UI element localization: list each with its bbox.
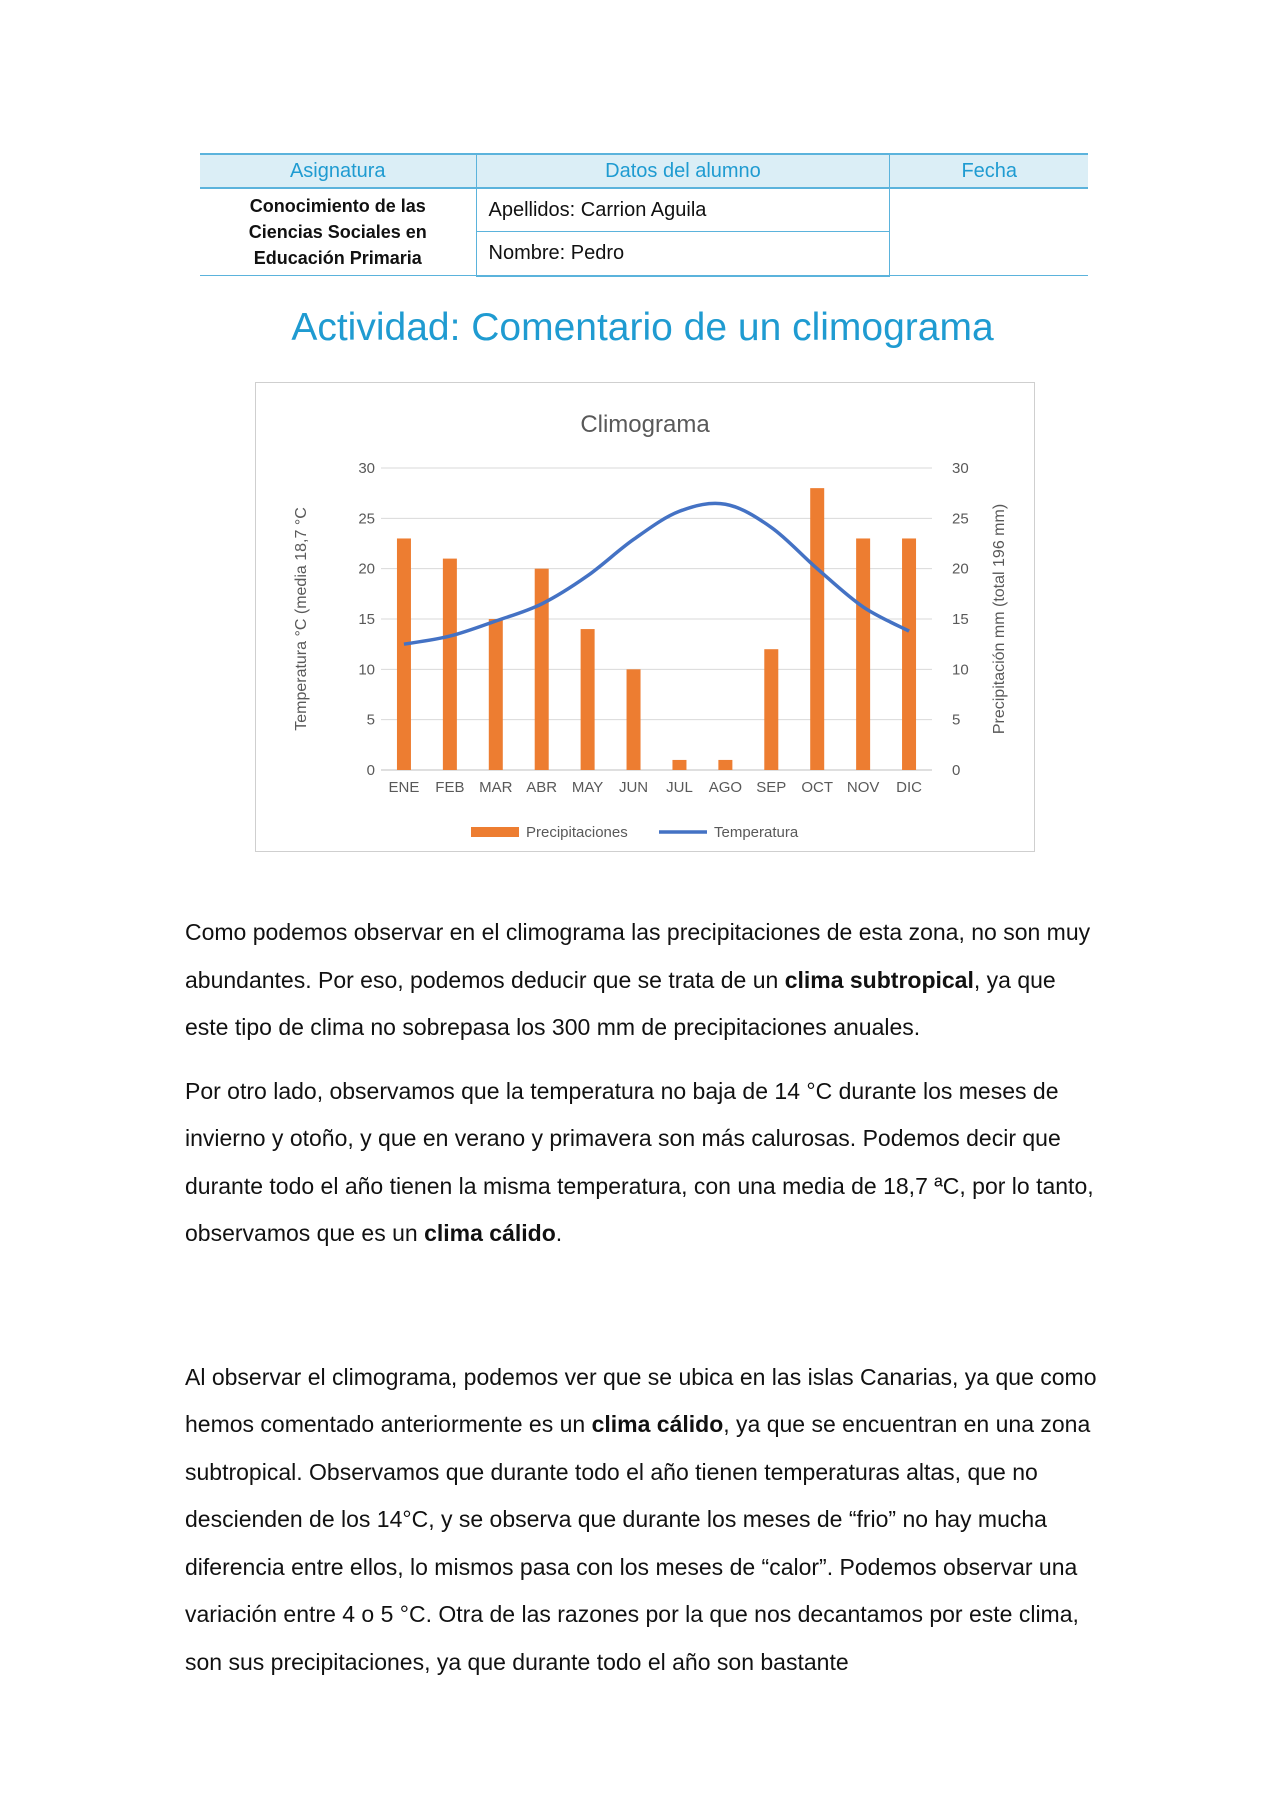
- subject-line: Educación Primaria: [253, 248, 422, 268]
- precip-bar: [489, 619, 503, 770]
- x-tick-label: JUN: [618, 779, 649, 796]
- x-tick-label: ENE: [388, 779, 420, 796]
- chart-svg: [256, 383, 1034, 851]
- y2-tick-label: 30: [952, 460, 969, 477]
- x-tick-label: MAY: [571, 779, 604, 796]
- temperature-line: [404, 503, 909, 644]
- bold-text: clima cálido: [424, 1220, 556, 1246]
- date-cell: [890, 188, 1088, 276]
- y-axis-label: Temperatura °C (media 18,7 °C: [293, 507, 310, 731]
- precip-bar: [627, 669, 641, 770]
- precip-bar: [856, 538, 870, 770]
- y-tick-label: 30: [358, 460, 375, 477]
- text-run: Por otro lado, observamos que la temperatura no baja de 14 °C durante los meses de invierno y otoño, y que en verano y primavera son más calurosas. Podemos decir que durante todo el año tienen la misma temperatura, con una media de 18,7 ªC, por lo tanto, observamos que es un: [185, 1077, 1094, 1246]
- header-subject-label: Asignatura: [200, 154, 476, 188]
- x-tick-label: DIC: [896, 779, 922, 796]
- x-tick-label: MAR: [479, 779, 513, 796]
- y-tick-label: 25: [358, 510, 375, 528]
- body-text: [185, 909, 1105, 1702]
- precip-bar: [902, 538, 916, 770]
- y2-tick-label: 0: [952, 762, 961, 779]
- y-tick-label: 5: [366, 711, 375, 729]
- precip-bar: [672, 760, 686, 770]
- legend-precip-swatch: [471, 827, 519, 837]
- y2-tick-label: 10: [952, 661, 969, 679]
- paragraph: [185, 909, 1105, 1052]
- y-tick-label: 20: [358, 560, 375, 578]
- y2-tick-label: 20: [952, 560, 969, 578]
- precip-bar: [397, 538, 411, 770]
- climograma-chart: [255, 382, 1035, 852]
- y-tick-label: 10: [358, 661, 375, 679]
- x-tick-label: OCT: [801, 779, 834, 796]
- y-tick-label: 15: [358, 611, 375, 628]
- page-title: Actividad: Comentario de un climograma: [291, 306, 994, 349]
- precip-bar: [810, 488, 824, 770]
- header-student-label: Datos del alumno: [476, 154, 890, 188]
- precip-bar: [581, 629, 595, 770]
- legend-temp-label: Temperatura: [714, 824, 799, 841]
- header-table: [200, 153, 1088, 277]
- text-run: Al observar el climograma, podemos ver que se ubica en las islas Canarias, ya que como hemos comentado anteriormente es un: [185, 1363, 1097, 1437]
- y2-tick-label: 25: [952, 510, 969, 528]
- paragraph: [185, 1068, 1105, 1258]
- subject-line: Ciencias Sociales en: [248, 222, 427, 242]
- name-cell: Nombre: Pedro: [476, 232, 890, 276]
- subject-cell: [200, 188, 476, 276]
- x-tick-label: AGO: [708, 779, 743, 796]
- x-tick-label: NOV: [846, 779, 880, 796]
- y2-axis-label: Precipitación mm (total 196 mm): [991, 503, 1008, 735]
- text-run: .: [555, 1220, 563, 1246]
- chart-title: Climograma: [580, 411, 710, 438]
- y2-tick-label: 15: [952, 611, 969, 628]
- header-date-label: Fecha: [890, 154, 1088, 188]
- bold-text: clima cálido: [591, 1411, 724, 1437]
- y-tick-label: 0: [366, 762, 375, 779]
- text-run: , ya que se encuentran en una zona subtropical. Observamos que durante todo el año tienen temperaturas altas, que no descienden de los 14°C, y se observa que durante los meses de “frio” no hay mucha diferencia entre ellos, lo mismos pasa con los meses de “calor”. Podemos observar una variación entre 4 o 5 °C. Otra de las razones por la que nos decantamos por este clima, son sus precipitaciones, ya que durante todo el año son bastante: [185, 1411, 1091, 1675]
- precip-bar: [764, 649, 778, 770]
- x-tick-label: ABR: [526, 779, 558, 796]
- precip-bar: [718, 760, 732, 770]
- precip-bar: [535, 569, 549, 770]
- text-run: , ya que este tipo de clima no sobrepasa los 300 mm de precipitaciones anuales.: [185, 966, 1056, 1040]
- legend-precip-label: Precipitaciones: [526, 824, 628, 841]
- x-tick-label: FEB: [435, 779, 465, 796]
- text-run: Como podemos observar en el climograma las precipitaciones de esta zona, no son muy abundantes. Por eso, podemos deducir que se trata de un: [185, 919, 1091, 993]
- subject-line: Conocimiento de las: [249, 196, 426, 216]
- y2-tick-label: 5: [952, 711, 961, 729]
- precip-bar: [443, 559, 457, 770]
- x-tick-label: SEP: [756, 779, 787, 796]
- paragraph: [185, 1354, 1105, 1687]
- surname-cell: Apellidos: Carrion Aguila: [476, 188, 890, 232]
- x-tick-label: JUL: [666, 779, 693, 796]
- bold-text: clima subtropical: [784, 966, 974, 993]
